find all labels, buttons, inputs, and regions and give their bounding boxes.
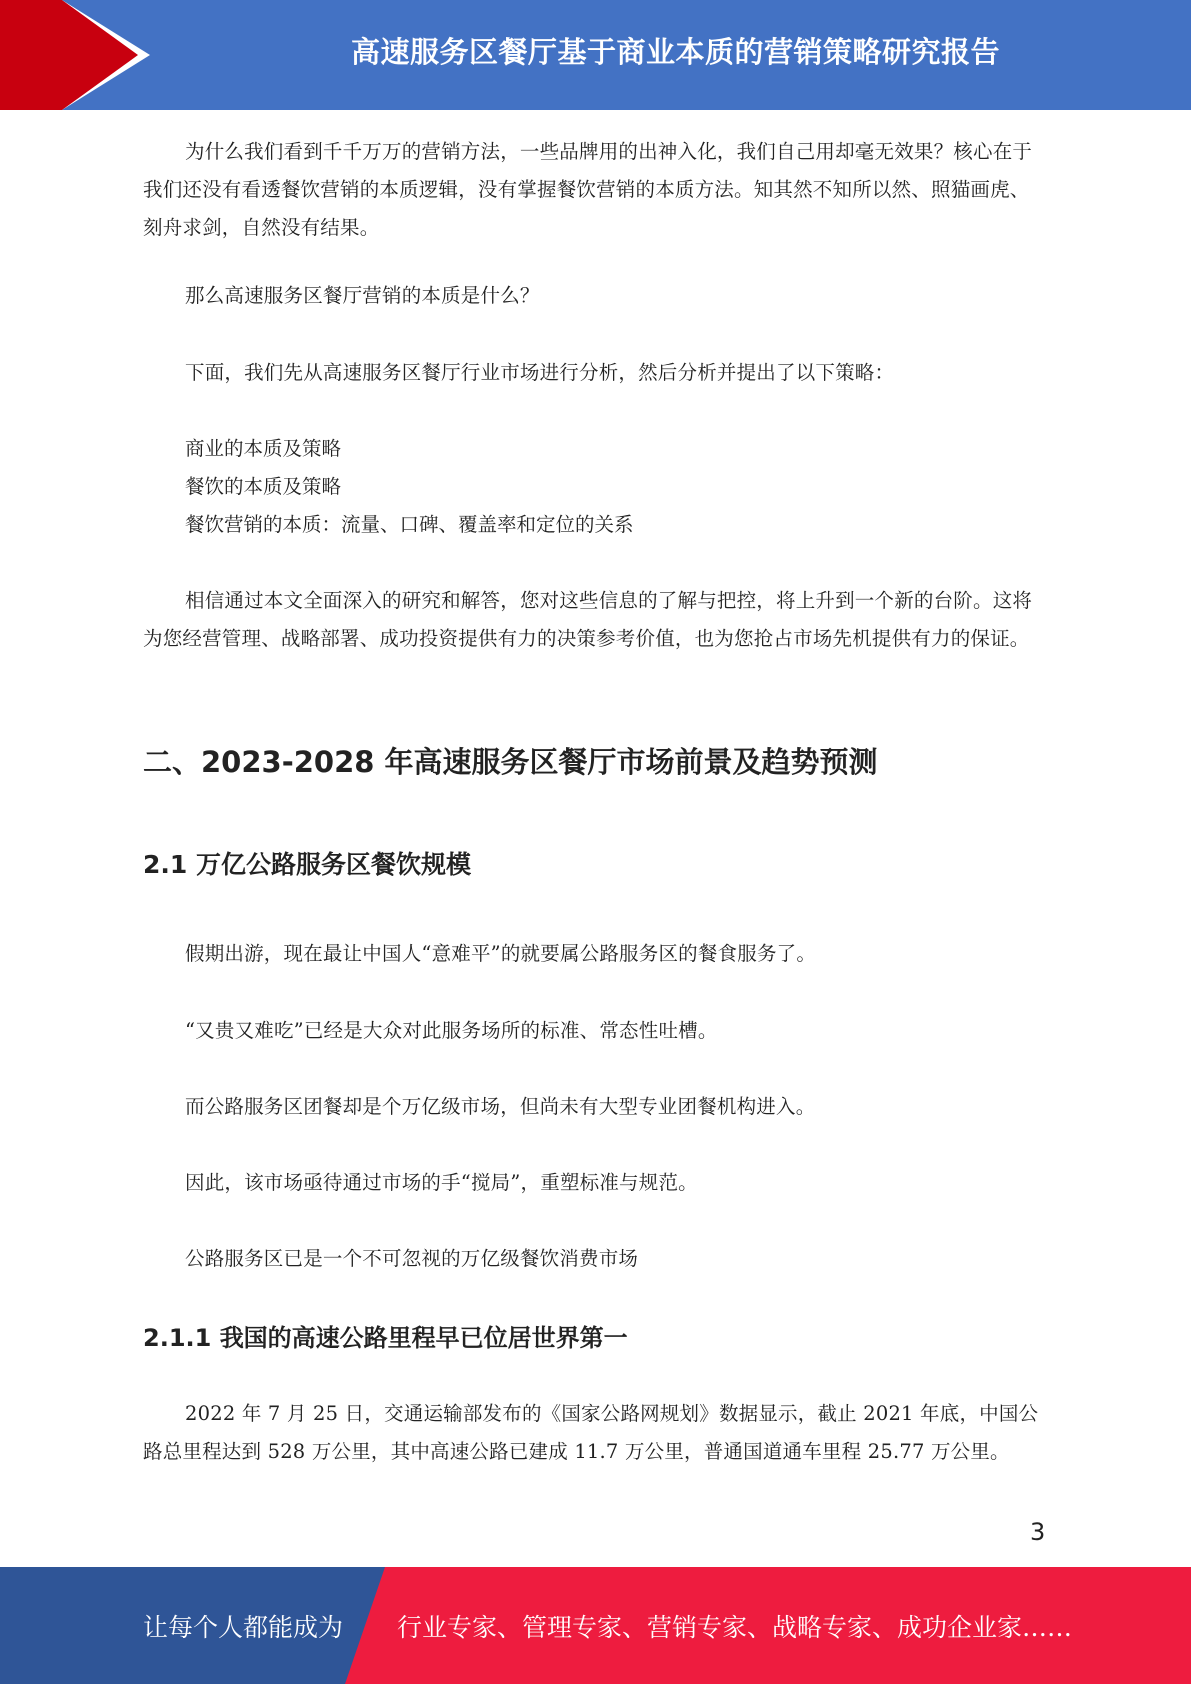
paragraph-conclusion: 相信通过本文全面深入的研究和解答，您对这些信息的了解与把控，将上升到一个新的台阶。这将为您经营管理、战略部署、成功投资提供有力的决策参考价值，也为您抢占市场先机提供有力的保证。 — [143, 589, 1033, 650]
paragraph-highway-stats: 2022 年 7 月 25 日，交通运输部发布的《国家公路网规划》数据显示，截止 2021 年底，中国公路总里程达到 528 万公里，其中高速公路已建成 11.7 万公里，普通国道通车里程 25.77 万公里。 — [143, 1402, 1039, 1463]
paragraph: 假期出游，现在最让中国人“意难平”的就要属公路服务区的餐食服务了。 — [185, 942, 817, 965]
paragraph: 公路服务区已是一个不可忽视的万亿级餐饮消费市场 — [185, 1247, 639, 1270]
footer-slogan-left: 让每个人都能成为 — [143, 1612, 344, 1642]
page-number: 3 — [1030, 1518, 1046, 1546]
paragraph-strategy-intro: 下面，我们先从高速服务区餐厅行业市场进行分析，然后分析并提出了以下策略： — [185, 361, 895, 384]
footer-banner — [0, 1567, 1191, 1684]
paragraph: “又贵又难吃”已经是大众对此服务场所的标准、常态性吐槽。 — [185, 1019, 718, 1042]
subsection-heading: 2.1 万亿公路服务区餐饮规模 — [143, 850, 471, 879]
list-item: 餐饮营销的本质：流量、口碑、覆盖率和定位的关系 — [185, 513, 634, 536]
footer-slogan-right: 行业专家、管理专家、营销专家、战略专家、成功企业家…… — [397, 1612, 1073, 1642]
paragraph-question: 那么高速服务区餐厅营销的本质是什么？ — [185, 284, 540, 307]
report-title: 高速服务区餐厅基于商业本质的营销策略研究报告 — [350, 34, 1000, 69]
list-item: 商业的本质及策略 — [185, 437, 342, 460]
list-item: 餐饮的本质及策略 — [185, 475, 342, 498]
section-heading: 二、2023-2028 年高速服务区餐厅市场前景及趋势预测 — [143, 745, 878, 779]
sub-subsection-heading: 2.1.1 我国的高速公路里程早已位居世界第一 — [143, 1324, 628, 1352]
paragraph: 因此，该市场亟待通过市场的手“搅局”，重塑标准与规范。 — [185, 1171, 698, 1194]
paragraph: 而公路服务区团餐却是个万亿级市场，但尚未有大型专业团餐机构进入。 — [185, 1095, 816, 1118]
chevron-decoration-icon — [0, 0, 160, 110]
paragraph-intro: 为什么我们看到千千万万的营销方法，一些品牌用的出神入化，我们自己用却毫无效果？核心在于我们还没有看透餐饮营销的本质逻辑，没有掌握餐饮营销的本质方法。知其然不知所以然、照猫画虎、刻舟求剑，自然没有结果。 — [143, 140, 1033, 239]
header-banner — [0, 0, 1191, 110]
